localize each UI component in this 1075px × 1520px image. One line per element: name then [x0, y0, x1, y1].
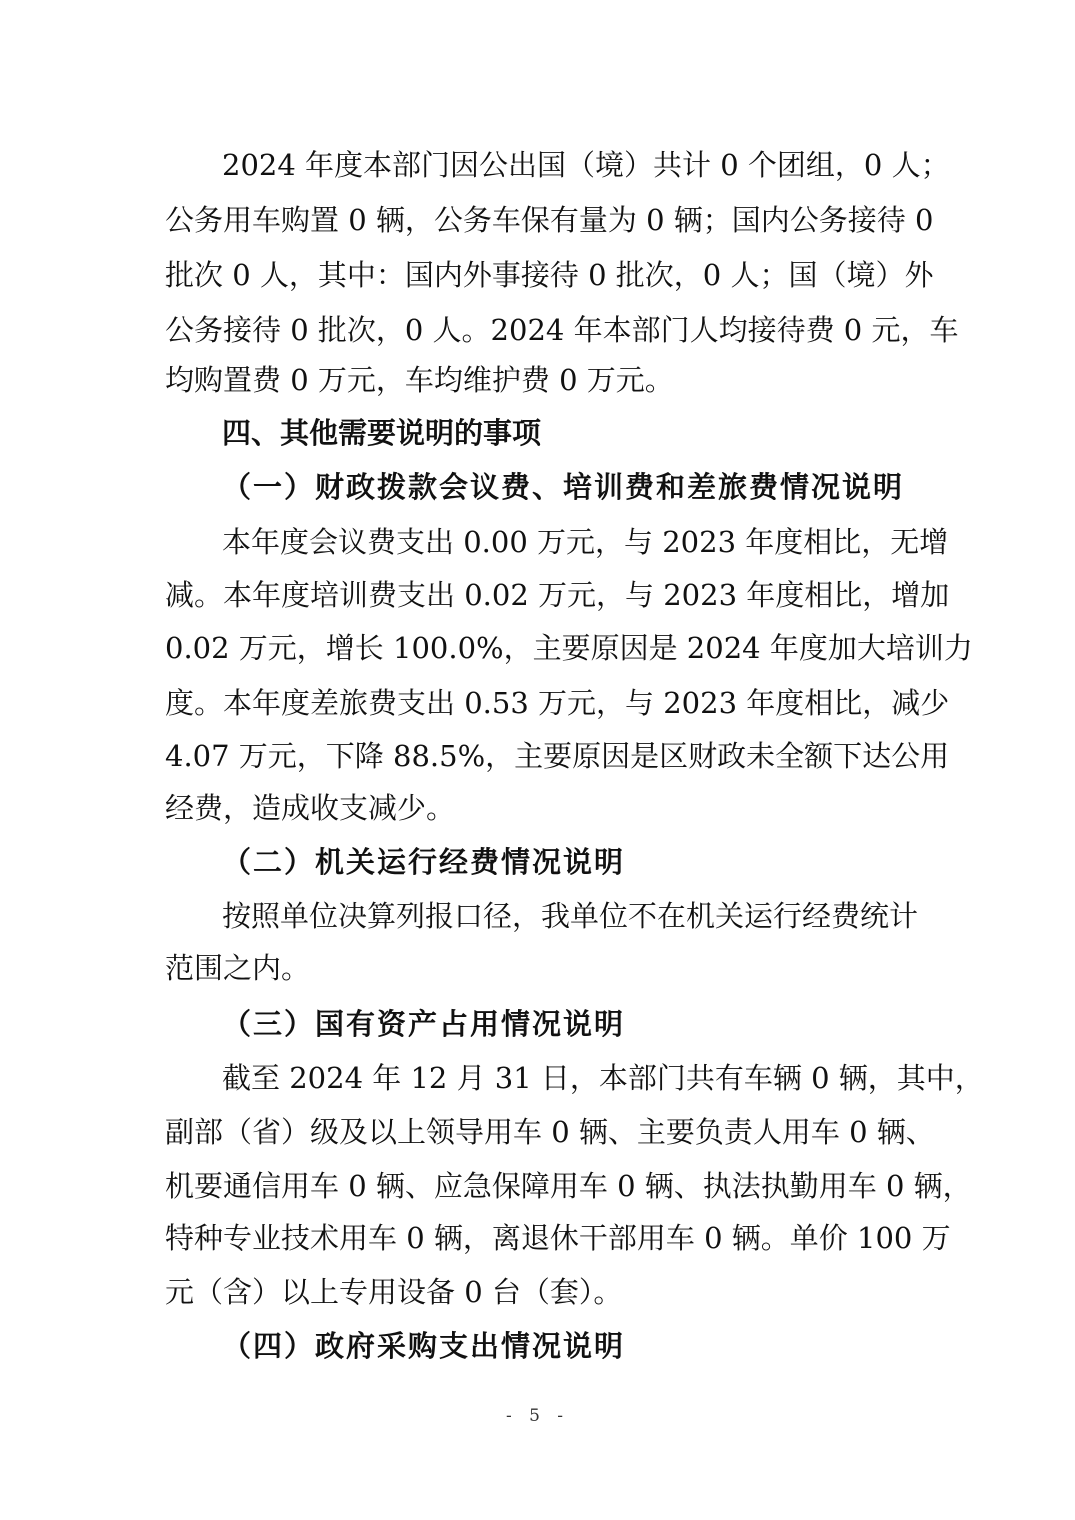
- paragraph-line: 均购置费 0 万元，车均维护费 0 万元。: [165, 363, 674, 397]
- paragraph-line: 度。本年度差旅费支出 0.53 万元，与 2023 年度相比，减少: [165, 686, 950, 720]
- subsection-heading: （三）国有资产占用情况说明: [222, 1007, 626, 1041]
- paragraph-line: 按照单位决算列报口径，我单位不在机关运行经费统计: [222, 899, 919, 933]
- page-number: - 5 -: [505, 1406, 570, 1426]
- paragraph-line: 机要通信用车 0 辆、应急保障用车 0 辆、执法执勤用车 0 辆，: [165, 1169, 972, 1203]
- paragraph-line: 特种专业技术用车 0 辆，离退休干部用车 0 辆。单价 100 万: [165, 1221, 951, 1255]
- paragraph-line: 批次 0 人，其中：国内外事接待 0 批次，0 人；国（境）外: [165, 258, 934, 292]
- paragraph-line: 范围之内。: [165, 951, 311, 985]
- paragraph-line: 0.02 万元，增长 100.0%，主要原因是 2024 年度加大培训力: [165, 631, 973, 665]
- paragraph-line: 本年度会议费支出 0.00 万元，与 2023 年度相比，无增: [222, 525, 949, 559]
- paragraph-line: 公务接待 0 批次，0 人。2024 年本部门人均接待费 0 元，车: [165, 313, 959, 347]
- paragraph-line: 副部（省）级及以上领导用车 0 辆、主要负责人用车 0 辆、: [165, 1115, 935, 1149]
- paragraph-line: 经费，造成收支减少。: [165, 791, 456, 825]
- subsection-heading: （一）财政拨款会议费、培训费和差旅费情况说明: [222, 470, 905, 504]
- section-heading: 四、其他需要说明的事项: [222, 416, 542, 450]
- subsection-heading: （四）政府采购支出情况说明: [222, 1329, 626, 1363]
- subsection-heading: （二）机关运行经费情况说明: [222, 845, 626, 879]
- paragraph-line: 2024 年度本部门因公出国（境）共计 0 个团组，0 人；: [222, 148, 950, 182]
- paragraph-line: 元（含）以上专用设备 0 台（套）。: [165, 1275, 623, 1309]
- paragraph-line: 减。本年度培训费支出 0.02 万元，与 2023 年度相比，增加: [165, 578, 950, 612]
- paragraph-line: 截至 2024 年 12 月 31 日，本部门共有车辆 0 辆，其中，: [222, 1061, 984, 1095]
- paragraph-line: 4.07 万元，下降 88.5%，主要原因是区财政未全额下达公用: [165, 739, 950, 773]
- paragraph-line: 公务用车购置 0 辆，公务车保有量为 0 辆；国内公务接待 0: [165, 203, 934, 237]
